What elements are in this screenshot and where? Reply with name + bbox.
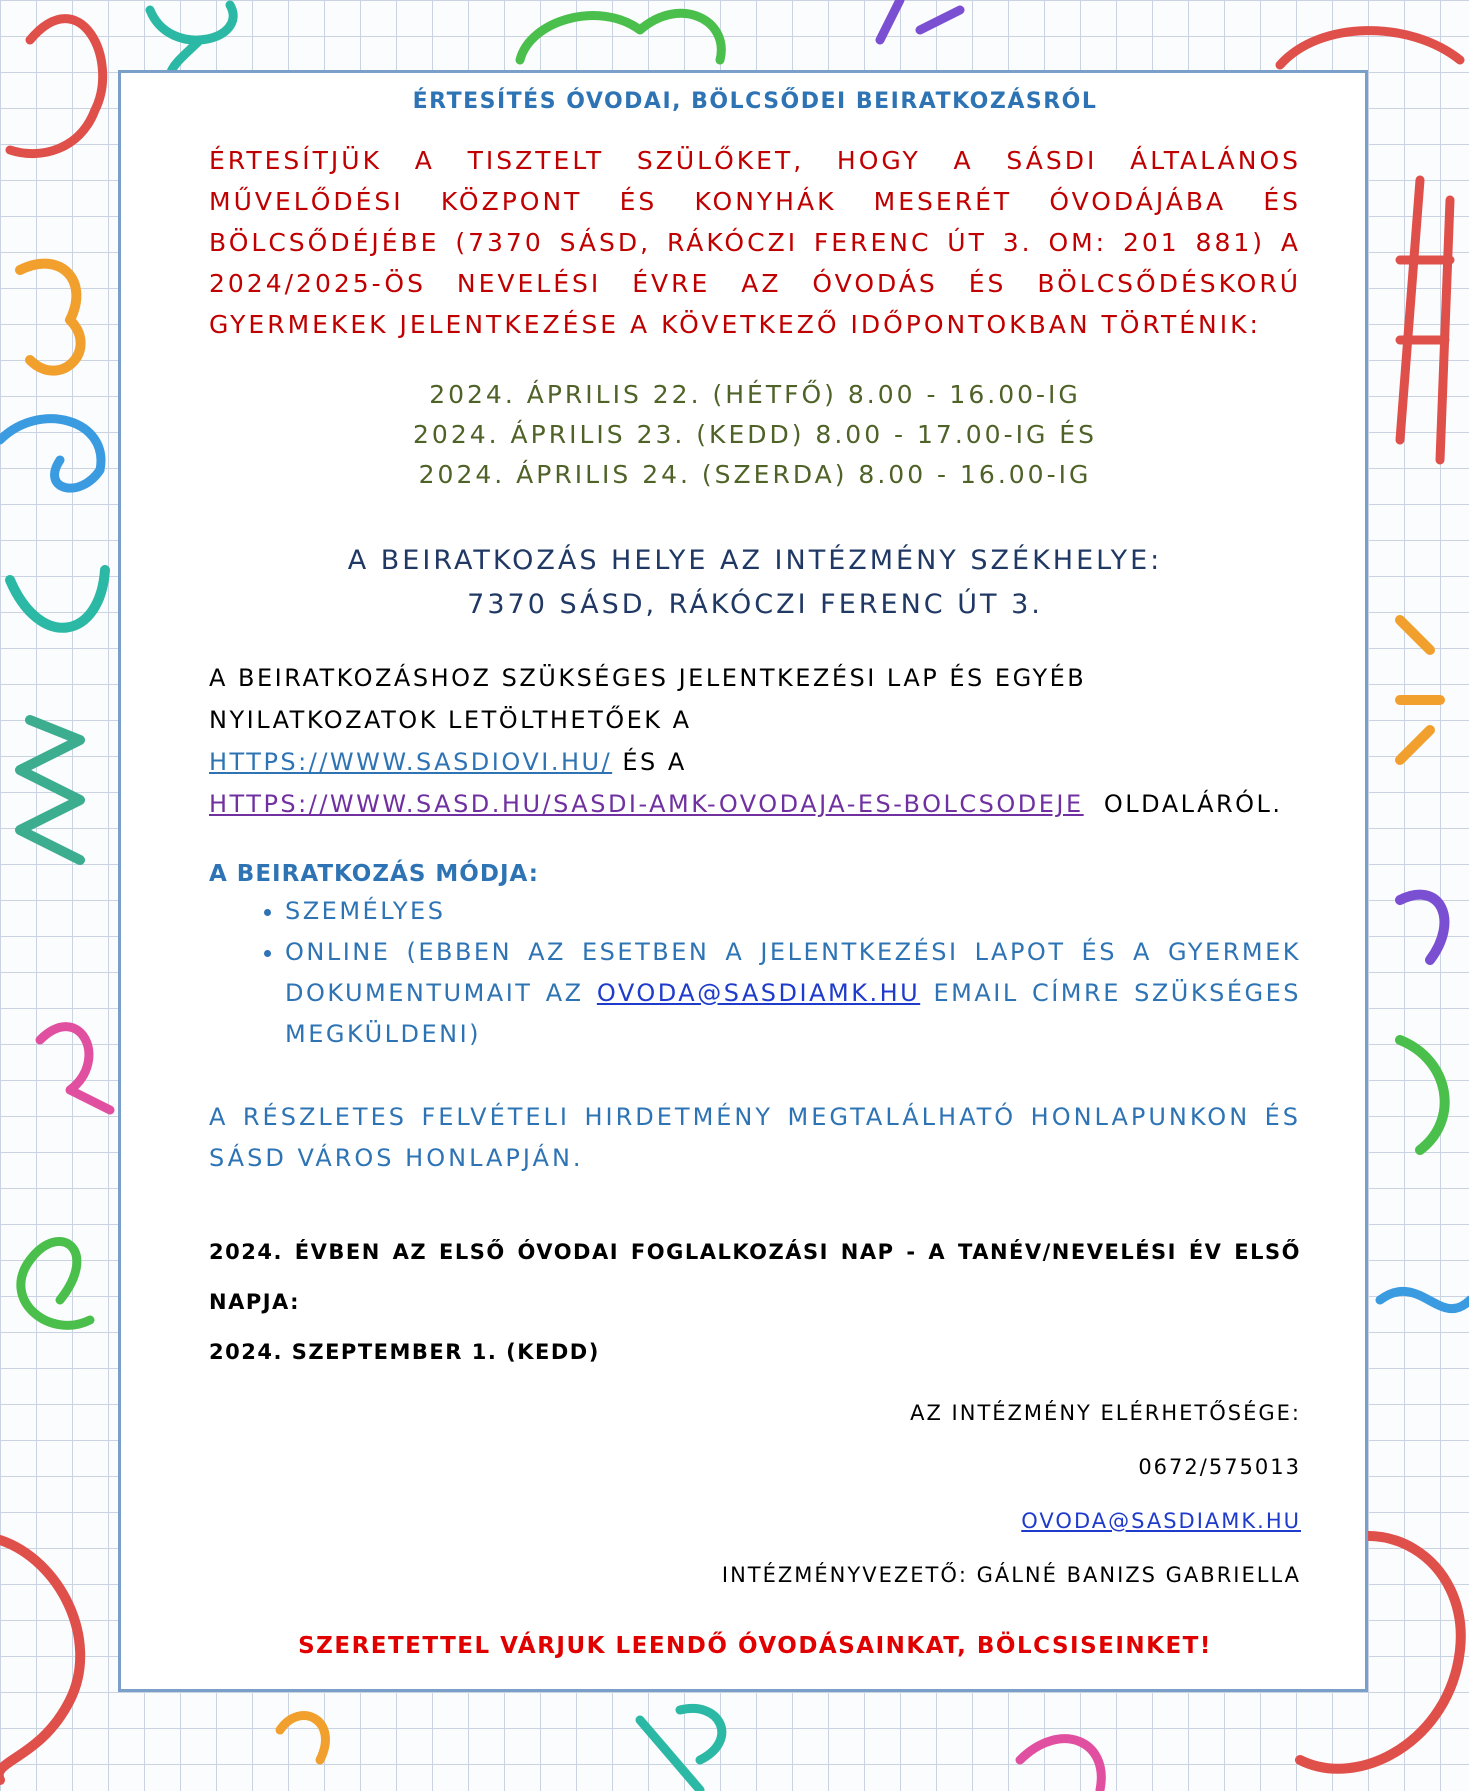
download-text: A BEIRATKOZÁSHOZ SZÜKSÉGES JELENTKEZÉSI LAP ÉS EGYÉB NYILATKOZATOK LETÖLTHETŐEK A bbox=[209, 664, 1087, 734]
first-day-info bbox=[209, 1227, 1301, 1377]
sasd-link[interactable]: HTTPS://WWW.SASD.HU/SASDI-AMK-OVODAJA-ES-BOLCSODEJE bbox=[209, 790, 1084, 818]
download-info bbox=[209, 657, 1301, 825]
place-heading: A BEIRATKOZÁS HELYE AZ INTÉZMÉNY SZÉKHELYE: bbox=[347, 545, 1163, 576]
mode-item-online bbox=[285, 932, 1301, 1055]
closing-message: SZERETETTEL VÁRJUK LEENDŐ ÓVODÁSAINKAT, BÖLCSISEINKET! bbox=[298, 1633, 1212, 1659]
first-day-line: 2024. ÉVBEN AZ ELSŐ ÓVODAI FOGLALKOZÁSI NAP - A TANÉV/NEVELÉSI ÉV ELSŐ NAPJA: bbox=[209, 1240, 1301, 1314]
contact-block bbox=[209, 1401, 1301, 1587]
registration-dates bbox=[209, 375, 1301, 495]
download-suffix: OLDALÁRÓL. bbox=[1103, 790, 1283, 818]
registration-place bbox=[209, 539, 1301, 627]
notice-card bbox=[118, 70, 1368, 1692]
contact-phone: 0672/575013 bbox=[1138, 1455, 1301, 1479]
notice-title: ÉRTESÍTÉS ÓVODAI, BÖLCSŐDEI BEIRATKOZÁSRÓL bbox=[412, 89, 1098, 114]
online-text: ONLINE (EBBEN AZ ESETBEN A JELENTKEZÉSI LAPOT ÉS A GYERMEK DOKUMENTUMAIT AZ bbox=[285, 938, 1301, 1007]
contact-head: INTÉZMÉNYVEZETŐ: GÁLNÉ BANIZS GABRIELLA bbox=[721, 1563, 1301, 1587]
mode-title: A BEIRATKOZÁS MÓDJA: bbox=[209, 861, 539, 887]
intro-paragraph: ÉRTESÍTJÜK A TISZTELT SZÜLŐKET, HOGY A SÁSDI ÁLTALÁNOS MŰVELŐDÉSI KÖZPONT ÉS KONYHÁK MESERÉT ÓVODÁJÁBA ÉS BÖLCSŐDÉJÉBE (7370 SÁSD, RÁKÓCZI FERENC ÚT 3. OM: 201 881) A 2024/2025-ÖS NEVELÉSI ÉVRE AZ ÓVODÁS ÉS BÖLCSŐDÉSKORÚ GYERMEKEK JELENTKEZÉSE A KÖVETKEZŐ IDŐPONTOKBAN TÖRTÉNIK: bbox=[209, 146, 1301, 339]
date-line: 2024. ÁPRILIS 22. (HÉTFŐ) 8.00 - 16.00-IG bbox=[429, 380, 1081, 409]
email-link[interactable]: OVODA@SASDIAMK.HU bbox=[596, 979, 921, 1007]
mode-item-personal: • SZEMÉLYES bbox=[285, 891, 1301, 932]
first-day-date: 2024. SZEPTEMBER 1. (KEDD) bbox=[209, 1340, 600, 1364]
details-paragraph: A RÉSZLETES FELVÉTELI HIRDETMÉNY MEGTALÁLHATÓ HONLAPUNKON ÉS SÁSD VÁROS HONLAPJÁN. bbox=[209, 1103, 1301, 1172]
sasdiovi-link[interactable]: HTTPS://WWW.SASDIOVI.HU/ bbox=[209, 748, 613, 776]
online-text-after: EMAIL CÍMRE SZÜKSÉGES MEGKÜLDENI) bbox=[285, 979, 1301, 1048]
mode-list bbox=[209, 891, 1301, 1055]
contact-heading: AZ INTÉZMÉNY ELÉRHETŐSÉGE: bbox=[910, 1401, 1301, 1425]
contact-email-link[interactable]: OVODA@SASDIAMK.HU bbox=[1021, 1509, 1301, 1533]
place-address: 7370 SÁSD, RÁKÓCZI FERENC ÚT 3. bbox=[467, 589, 1043, 620]
and-text: ÉS A bbox=[622, 748, 687, 776]
date-line: 2024. ÁPRILIS 24. (SZERDA) 8.00 - 16.00-IG bbox=[418, 460, 1092, 489]
date-line: 2024. ÁPRILIS 23. (KEDD) 8.00 - 17.00-IG ÉS bbox=[413, 420, 1097, 449]
